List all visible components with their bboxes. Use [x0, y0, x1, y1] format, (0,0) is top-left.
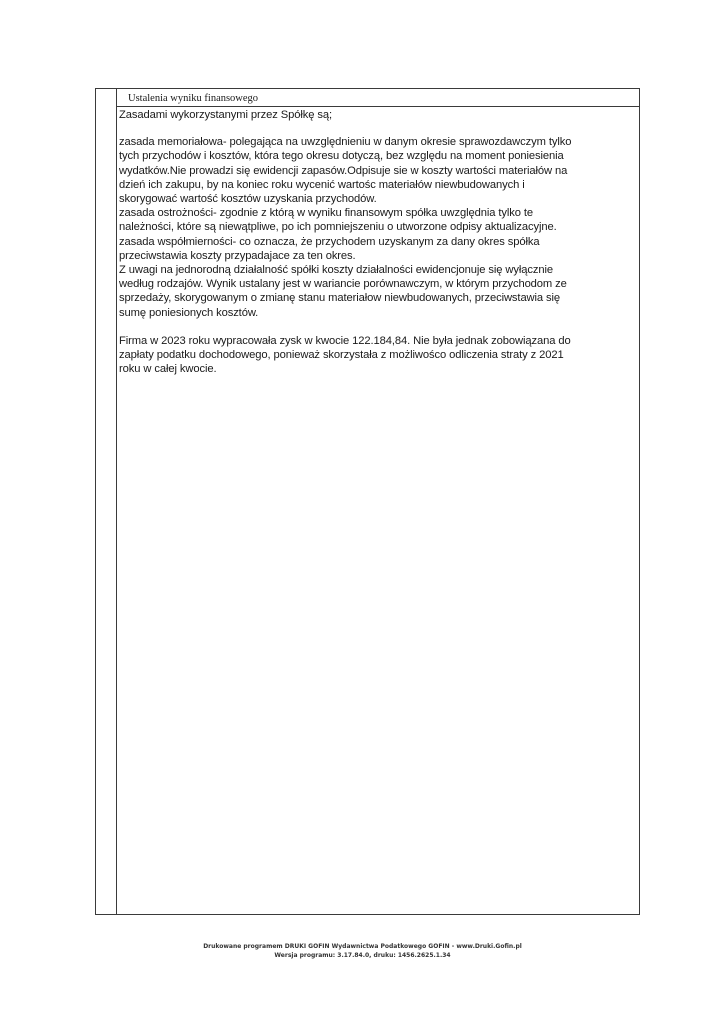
left-margin-rule — [116, 88, 117, 915]
text-line: zasada memoriałowa- polegająca na uwzględnieniu w danym okresie sprawozdawczym tylko — [119, 136, 572, 149]
footer-version-line: Wersja programu: 3.17.84.0, druku: 1456.2625.1.34 — [274, 952, 451, 959]
text-line: tych przychodów i kosztów, która tego okresu dotyczą, bez względu na moment poniesienia — [119, 150, 564, 163]
text-line: Firma w 2023 roku wypracowała zysk w kwocie 122.184,84. Nie była jednak zobowiązana do — [119, 334, 571, 347]
text-line: wydatków.Nie prowadzi się ewidencji zapasów.Odpisuje sie w koszty wartości materiałów na — [119, 164, 568, 177]
section-content — [119, 108, 634, 376]
text-line: skorygować wartość kosztów uzyskania przychodów. — [119, 193, 377, 206]
text-line: roku w całej kwocie. — [119, 363, 217, 376]
text-line: zasada współmierności- co oznacza, że przychodem uzyskanym za dany okres spółka — [119, 235, 540, 248]
text-line: sprzedaży, skorygowanym o zmianę stanu materiałow niewbudowanych, przeciwstawia się — [119, 292, 561, 305]
text-line: Z uwagi na jednorodną działalność spółki koszty działalności ewidencjonuje się wyłącznie — [119, 264, 553, 277]
section-title: Ustalenia wyniku finansowego — [128, 93, 259, 104]
text-line: należności, które są niewątpliwe, po ich pomniejszeniu o utworzone odpisy aktualizacyjne. — [119, 221, 557, 234]
text-line: dzień ich zakupu, by na koniec roku wycenić wartośc materiałów niewbudowanych i — [119, 178, 525, 191]
text-line: sumę poniesionych kosztów. — [119, 306, 259, 319]
text-line: przeciwstawia koszty przypadajace za ten okres. — [119, 249, 356, 262]
print-footer — [0, 942, 725, 960]
text-line: zapłaty podatku dochodowego, ponieważ skorzystała z możliwośco odliczenia straty z 2021 — [119, 349, 564, 362]
result-paragraph — [119, 334, 634, 377]
policies-paragraph — [119, 135, 634, 320]
section-header-rule — [116, 106, 640, 107]
text-line: zasada ostrożności- zgodnie z którą w wyniku finansowym spółka uwzględnia tylko te — [119, 207, 534, 220]
text-line: według rodzajów. Wynik ustalany jest w wariancie porównawczym, w którym przychodom ze — [119, 278, 567, 291]
content-heading: Zasadami wykorzystanymi przez Spółkę są; — [119, 109, 332, 121]
footer-program-line: Drukowane programem DRUKI GOFIN Wydawnictwa Podatkowego GOFIN - www.Druki.Gofin.pl — [203, 943, 522, 950]
